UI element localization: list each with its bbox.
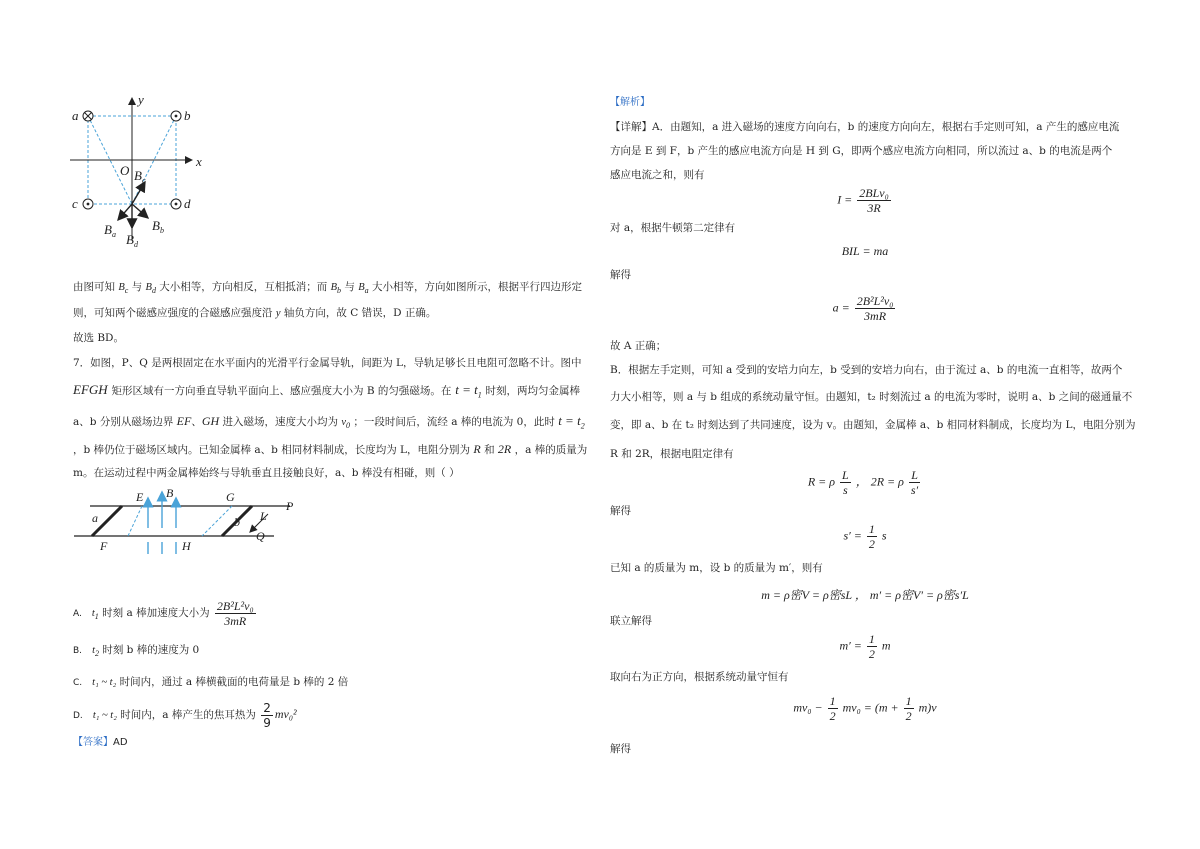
detail-line-12: 已知 a 的质量为 m，设 b 的质量为 m′，则有 <box>610 562 823 574</box>
detail-line-7: B．根据左手定则，可知 a 受到的安培力向左，b 受到的安培力向右，由于流过 a、b 的电流一直相等，故两个 <box>610 364 1123 376</box>
detail-line-4: 对 a，根据牛顿第二定律有 <box>610 222 736 234</box>
equation-area: s′ = $\frac{1}{2}$ s <box>843 522 887 551</box>
fig2-label-b: b <box>234 515 240 529</box>
label-a: a <box>72 108 79 123</box>
equation-current: I = $\frac{\text{2BLv₀}}{3R}$ <box>837 186 889 215</box>
answer-value: AD <box>113 737 128 748</box>
option-c: C. t₁ ~ t₂ 时间内，通过 a 棒横截面的电荷量是 b 棒的 2 倍 <box>73 676 349 688</box>
option-b: B. $t_2$ 时刻 b 棒的速度为 0 <box>73 644 200 659</box>
equation-momentum: mv₀ − $\frac{1}{2}$ mv₀ = (m + $\frac{1}{2}$ m)v <box>793 694 937 723</box>
equation-newton: BIL = ma <box>841 244 889 258</box>
para-1-line-1: 由图可知 $B_c$ 与 $B_d$ 大小相等，方向相反，互相抵消；而 $B_b$ 与 $B_a$ 大小相等，方向如图所示，根据平行四边形定 <box>73 281 582 296</box>
fig2-label-l: L <box>260 509 267 523</box>
wire-c-out-of-page-icon <box>83 199 93 209</box>
label-bd-sub: d <box>133 240 138 249</box>
detail-line-10: R 和 2R，根据电阻定律有 <box>610 448 734 460</box>
option-a: A. $t_1$ 时刻 a 棒加速度大小为 $\frac{\text{2B²L²v₀}}{3mR}$ <box>73 598 254 628</box>
label-d: d <box>184 196 191 211</box>
label-bb: B <box>152 218 160 233</box>
detail-line-11: 解得 <box>610 505 631 517</box>
fig2-label-b-field: B <box>166 488 174 500</box>
label-ba: B <box>104 222 112 237</box>
detail-line-5: 解得 <box>610 269 631 281</box>
magnetic-field-vector-figure <box>60 90 230 250</box>
svg-text:Bd <box>126 232 139 249</box>
svg-text:Bb <box>152 218 164 235</box>
fig2-label-f: F <box>100 539 108 553</box>
para-1-line-2: 则，可知两个磁感应强度的合磁感应强度沿 y 轴负方向，故 C 错误，D 正确。 <box>73 307 437 319</box>
label-x: x <box>196 154 202 169</box>
detail-line-6: 故 A 正确； <box>610 340 667 352</box>
svg-text:Ba <box>104 222 116 239</box>
detail-line-15: 解得 <box>610 743 631 755</box>
detail-line-13: 联立解得 <box>610 615 652 627</box>
option-d: D. t₁ ~ t₂ 时间内，a 棒产生的焦耳热为 $\frac{2}{9}$ mv₀² <box>73 700 297 730</box>
svg-text:Bc <box>134 168 146 185</box>
fig2-label-h: H <box>182 539 191 553</box>
label-bb-sub: b <box>159 226 164 235</box>
label-origin: O <box>120 163 130 178</box>
answer-tag: 【答案】 <box>73 737 113 748</box>
label-bc-sub: c <box>141 176 146 185</box>
equation-mass-b: m′ = $\frac{1}{2}$ m <box>839 632 891 661</box>
question-7-line-5: m。在运动过程中两金属棒始终与导轨垂直且接触良好，a、b 棒没有相碰，则（ ） <box>73 467 460 479</box>
question-7-line-3: a、b 分别从磁场边界 EF、GH 进入磁场，速度大小均为 $v_0$ ；一段时间后，流经 a 棒的电流为 0，此时 $t = t_2$ <box>73 413 585 431</box>
detail-line-14: 取向右为正方向，根据系统动量守恒有 <box>610 671 789 683</box>
label-y: y <box>138 92 144 107</box>
wire-b-out-of-page-icon <box>171 111 181 121</box>
detail-line-2: 方向是 E 到 F，b 产生的感应电流方向是 H 到 G，即两个感应电流方向相同，所以流过 a、b 的电流是两个 <box>610 145 1113 157</box>
wire-a-into-page-icon <box>83 111 93 121</box>
question-7-line-2: EFGH 矩形区域有一方向垂直导轨平面向上、感应强度大小为 B 的匀强磁场。在 $t = t_1$ 时刻，两均匀金属棒 <box>73 382 581 400</box>
analysis-tag: 【解析】 <box>610 97 650 108</box>
fig2-label-e: E <box>136 490 144 504</box>
rail-magnetic-field-figure <box>72 488 302 560</box>
label-c: c <box>72 196 78 211</box>
wire-d-out-of-page-icon <box>171 199 181 209</box>
fig2-label-q: Q <box>256 529 265 543</box>
equation-mass: m = ρ密V = ρ密sL ， m′ = ρ密V′ = ρ密s′L <box>761 588 969 602</box>
question-7-line-4: ，b 棒仍位于磁场区域内。已知金属棒 a、b 相同材料制成，长度均为 L，电阻分别为 R 和 2R ，a 棒的质量为 <box>73 442 588 456</box>
detail-line-9: 变，即 a、b 在 t₂ 时刻达到了共同速度，设为 v。由题知，金属棒 a、b 相同材料制成，长度均为 L，电阻分别为 <box>610 419 1136 431</box>
equation-acceleration: a = $\frac{\text{2B²L²v₀}}{3mR}$ <box>832 294 894 323</box>
detail-line-3: 感应电流之和，则有 <box>610 169 705 181</box>
fig2-label-g: G <box>226 490 235 504</box>
equation-resistance: R = ρ $\frac{L}{s}$ ， 2R = ρ $\frac{L}{s'}$ <box>807 468 919 497</box>
para-1-line-3: 故选 BD。 <box>73 332 124 344</box>
label-bc: B <box>134 168 142 183</box>
detail-line-8: 力大小相等，则 a 与 b 组成的系统动量守恒。由题知，t₂ 时刻流过 a 的电流为零时，说明 a、b 之间的磁通量不 <box>610 391 1133 403</box>
label-bd: B <box>126 232 134 247</box>
question-7-line-1: 7．如图，P、Q 是两根固定在水平面内的光滑平行金属导轨，间距为 L，导轨足够长且电阻可忽略不计。图中 <box>73 357 582 369</box>
label-b: b <box>184 108 191 123</box>
detail-line-1: 【详解】A．由题知，a 进入磁场的速度方向向右，b 的速度方向向左，根据右手定则可知，a 产生的感应电流 <box>610 121 1120 133</box>
label-ba-sub: a <box>111 230 116 239</box>
fig2-label-p: P <box>286 499 294 513</box>
answer-line <box>73 734 128 751</box>
fig2-label-a: a <box>92 511 98 525</box>
